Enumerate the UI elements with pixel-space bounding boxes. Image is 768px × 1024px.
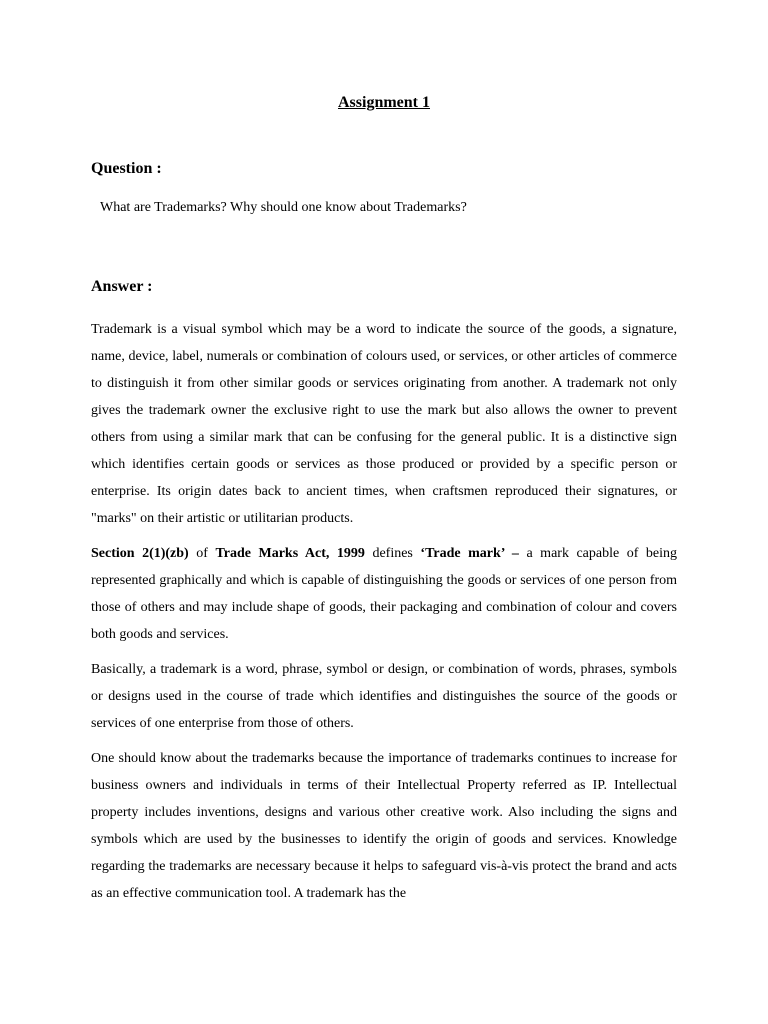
- question-text: What are Trademarks? Why should one know about Trademarks?: [100, 200, 467, 215]
- defined-term: ‘Trade mark’ –: [420, 546, 519, 561]
- answer-paragraph-1: Trademark is a visual symbol which may be a word to indicate the source of the goods, a signature, name, device, label, numerals or combination of colours used, or services, or other articles of commerce to distinguish it from other similar goods or services originating from another. A trademark not only gives the trademark owner the exclusive right to use the mark but also allows the owner to prevent others from using a similar mark that can be confusing for the general public. It is a distinctive sign which identifies certain goods or services as those produced or provided by a specific person or enterprise. Its origin dates back to ancient times, when craftsmen reproduced their signatures, or "marks" on their artistic or utilitarian products.: [91, 322, 677, 526]
- act-name: Trade Marks Act, 1999: [215, 546, 365, 561]
- answer-body: [91, 316, 677, 915]
- answer-paragraph-2: [91, 540, 677, 648]
- of-word: of: [188, 546, 216, 561]
- definition-text: a mark capable of being represented graphically and which is capable of distinguishing the goods or services of one person from those of others and may include shape of goods, their packaging and combination of colour and covers both goods and services.: [91, 546, 678, 642]
- question-heading: Question :: [91, 160, 162, 177]
- defines-word: defines: [364, 546, 421, 561]
- answer-paragraph-3: Basically, a trademark is a word, phrase, symbol or design, or combination of words, phrases, symbols or designs used in the course of trade which identifies and distinguishes the source of the goods or services of one enterprise from those of others.: [91, 662, 677, 731]
- assignment-title: Assignment 1: [337, 94, 430, 111]
- answer-heading: Answer :: [91, 278, 153, 295]
- answer-paragraph-4: One should know about the trademarks because the importance of trademarks continues to increase for business owners and individuals in terms of their Intellectual Property referred as IP. Intellectual property includes inventions, designs and various other creative work. Also including the signs and symbols which are used by the businesses to identify the origin of goods and services. Knowledge regarding the trademarks are necessary because it helps to safeguard vis-à-vis protect the brand and acts as an effective communication tool. A trademark has the: [91, 751, 677, 901]
- section-reference: Section 2(1)(zb): [91, 546, 189, 561]
